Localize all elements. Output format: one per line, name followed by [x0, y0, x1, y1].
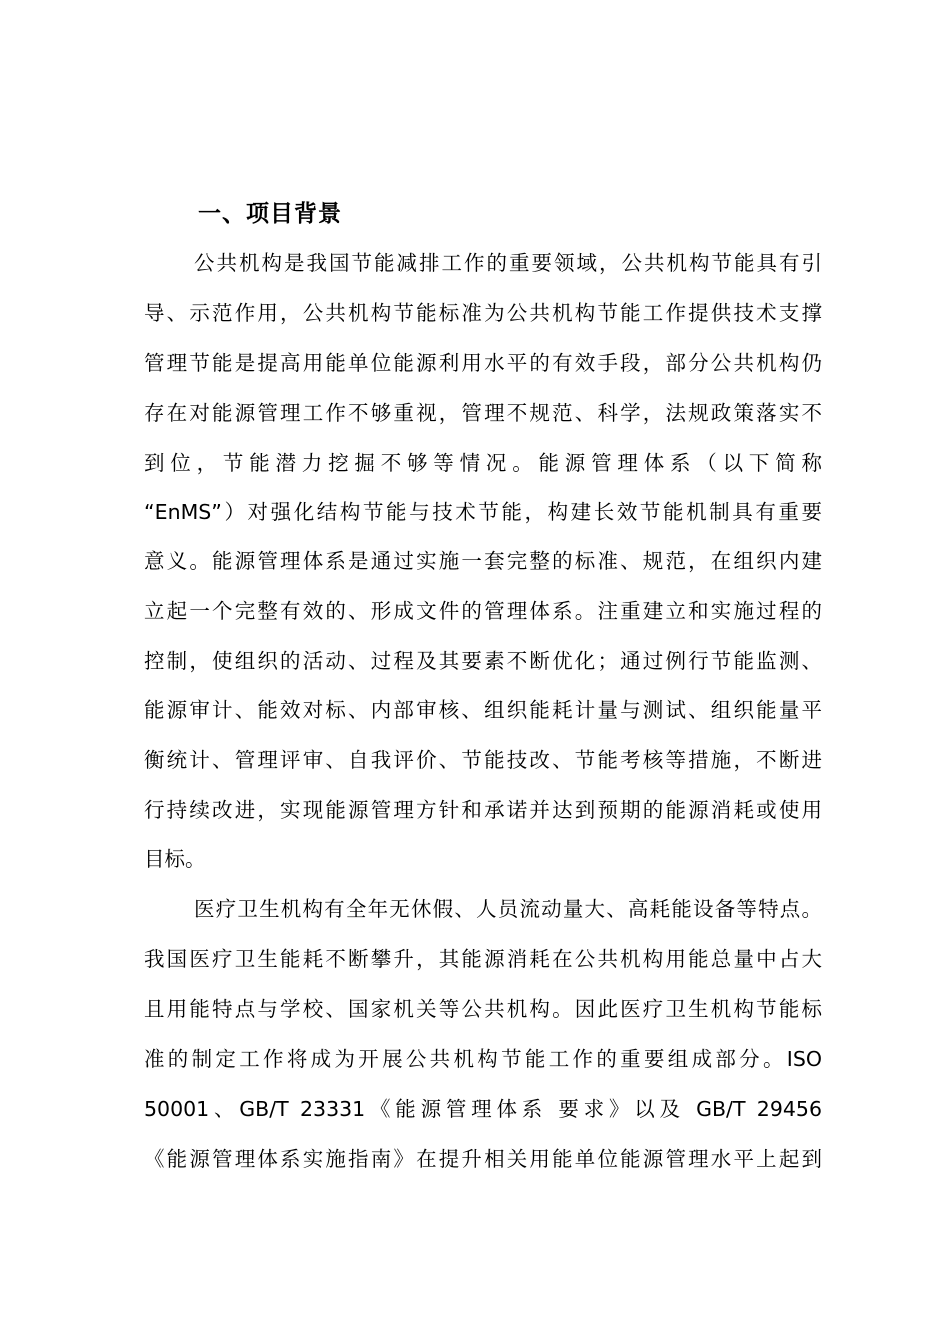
- paragraph-line: 导、示范作用，公共机构节能标准为公共机构节能工作提供技术支撑: [144, 301, 822, 325]
- paragraph-line: “EnMS”）对强化结构节能与技术节能，构建长效节能机制具有重要: [144, 500, 822, 524]
- paragraph-line: 管理节能是提高用能单位能源利用水平的有效手段，部分公共机构仍: [144, 351, 822, 375]
- paragraph-line: 50001、GB/T 23331《能源管理体系 要求》以及 GB/T 29456: [144, 1097, 822, 1121]
- paragraph-line: 医疗卫生机构有全年无休假、人员流动量大、高耗能设备等特点。: [194, 897, 822, 921]
- paragraph-line: 目标。: [144, 847, 206, 871]
- paragraph-line: 意义。能源管理体系是通过实施一套完整的标准、规范，在组织内建: [144, 549, 822, 573]
- paragraph-line: 能源审计、能效对标、内部审核、组织能耗计量与测试、组织能量平: [144, 698, 822, 722]
- paragraph-line: 控制，使组织的活动、过程及其要素不断优化；通过例行节能监测、: [144, 649, 822, 673]
- section-heading: 一、项目背景: [198, 201, 342, 227]
- paragraph-line: 我国医疗卫生能耗不断攀升，其能源消耗在公共机构用能总量中占大: [144, 947, 822, 971]
- paragraph-line: 《能源管理体系实施指南》在提升相关用能单位能源管理水平上起到: [144, 1147, 822, 1171]
- paragraph-line: 存在对能源管理工作不够重视，管理不规范、科学，法规政策落实不: [144, 401, 822, 425]
- paragraph-line: 公共机构是我国节能减排工作的重要领域，公共机构节能具有引: [194, 251, 822, 275]
- paragraph-line: 到位，节能潜力挖掘不够等情况。能源管理体系（以下简称: [144, 451, 822, 475]
- paragraph-line: 准的制定工作将成为开展公共机构节能工作的重要组成部分。ISO: [144, 1047, 822, 1071]
- paragraph-line: 衡统计、管理评审、自我评价、节能技改、节能考核等措施，不断进: [144, 748, 822, 772]
- paragraph-line: 且用能特点与学校、国家机关等公共机构。因此医疗卫生机构节能标: [144, 997, 822, 1021]
- paragraph-line: 立起一个完整有效的、形成文件的管理体系。注重建立和实施过程的: [144, 599, 822, 623]
- paragraph-line: 行持续改进，实现能源管理方针和承诺并达到预期的能源消耗或使用: [144, 798, 822, 822]
